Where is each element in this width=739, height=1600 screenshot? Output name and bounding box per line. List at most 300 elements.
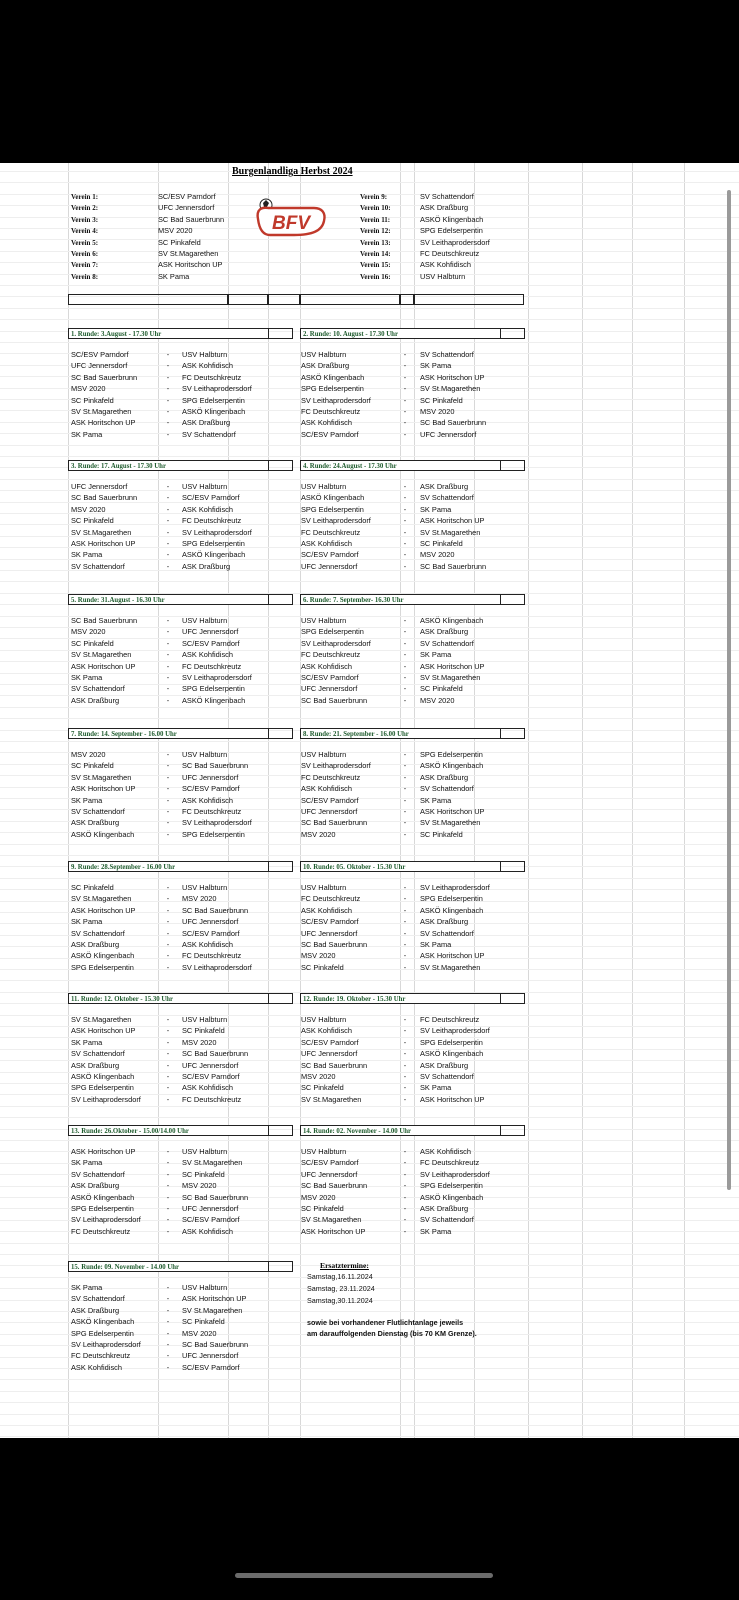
match-separator: -: [166, 638, 170, 648]
home-team: SC Pinkafeld: [71, 638, 114, 648]
grid-row-line: [0, 1243, 739, 1244]
grid-row-line: [0, 308, 739, 309]
home-team: SC Bad Sauerbrunn: [301, 695, 368, 705]
home-team: FC Deutschkreutz: [301, 650, 361, 660]
home-team: SV Schattendorf: [71, 1294, 125, 1304]
match-separator: -: [166, 1169, 170, 1179]
away-team: ASK Draßburg: [420, 482, 469, 491]
round-header: 6. Runde: 7. September- 16.30 Uhr: [300, 594, 501, 605]
round-header: 13. Runde: 26.Oktober - 15.00/14.00 Uhr: [68, 1125, 269, 1136]
round-header-box: [268, 594, 293, 605]
ersatz-date-1: Samstag,16.11.2024: [307, 1272, 373, 1281]
home-team: SK Pama: [71, 795, 103, 805]
club-number-label: Verein 9:: [360, 193, 388, 201]
home-team: SV St.Magarethen: [301, 1094, 362, 1104]
home-team: SPG Edelserpentin: [71, 1328, 134, 1338]
home-team: SPG Edelserpentin: [71, 962, 134, 972]
round-header-box: [500, 594, 525, 605]
away-team: FC Deutschkreutz: [182, 661, 242, 671]
match-separator: -: [403, 418, 407, 428]
home-team: SV Leithaprodersdorf: [301, 395, 371, 405]
away-team: SV St.Magarethen: [420, 962, 481, 972]
match-separator: -: [403, 372, 407, 382]
home-team: UFC Jennersdorf: [301, 684, 358, 694]
match-separator: -: [403, 395, 407, 405]
home-team: ASK Draßburg: [71, 940, 120, 949]
away-team: ASK Horitschon UP: [420, 807, 485, 816]
round-header: 3. Runde: 17. August - 17.30 Uhr: [68, 460, 269, 471]
home-team: SK Pama: [71, 673, 103, 682]
away-team: UFC Jennersdorf: [182, 627, 239, 637]
home-team: ASK Horitschon UP: [71, 661, 136, 671]
away-team: ASK Kohfidisch: [182, 1226, 233, 1236]
match-separator: -: [403, 407, 407, 416]
home-team: ASKÖ Klingenbach: [71, 951, 135, 961]
home-team: FC Deutschkreutz: [301, 894, 361, 904]
club-number-label: Verein 14:: [360, 250, 391, 258]
away-team: USV Halbturn: [182, 1147, 228, 1156]
round-header-box: [500, 728, 525, 739]
away-team: USV Halbturn: [182, 750, 228, 759]
floodlight-note-line2: am darauffolgenden Dienstag (bis 70 KM Grenze).: [307, 1329, 477, 1338]
round-header-box: [268, 993, 293, 1004]
home-team: SV Schattendorf: [71, 1169, 125, 1179]
grid-row-line: [0, 707, 739, 708]
home-team: ASK Draßburg: [71, 1181, 120, 1191]
home-team: SK Pama: [71, 550, 103, 560]
round-header-box: [268, 460, 293, 471]
away-team: ASK Horitschon UP: [420, 516, 485, 526]
away-team: FC Deutschkreutz: [420, 1015, 480, 1024]
home-team: SC/ESV Parndorf: [301, 429, 359, 439]
away-team: SC Bad Sauerbrunn: [182, 1049, 249, 1059]
club-name: SV St.Magarethen: [158, 249, 219, 258]
away-team: SPG Edelserpentin: [420, 1037, 483, 1047]
match-separator: -: [166, 418, 170, 428]
away-team: SV St.Magarethen: [182, 1158, 243, 1168]
home-team: SV Leithaprodersdorf: [301, 761, 371, 771]
club-number-label: Verein 12:: [360, 227, 391, 236]
match-separator: -: [166, 1181, 170, 1191]
away-team: SC/ESV Parndorf: [182, 1215, 240, 1225]
away-team: SC Bad Sauerbrunn: [420, 561, 487, 571]
ersatz-date-3: Samstag,30.11.2024: [307, 1296, 373, 1305]
scrollbar[interactable]: [727, 190, 731, 1190]
away-team: SV Leithaprodersdorf: [420, 1169, 490, 1179]
match-separator: -: [403, 883, 407, 892]
match-separator: -: [166, 384, 170, 394]
match-separator: -: [166, 650, 170, 660]
home-team: SV St.Magarethen: [71, 407, 132, 416]
home-team: SV St.Magarethen: [71, 894, 132, 904]
grid-row-line: [0, 878, 739, 879]
match-separator: -: [403, 350, 407, 359]
home-team: SC Pinkafeld: [71, 761, 114, 771]
club-number-label: Verein 8:: [71, 272, 99, 281]
match-separator: -: [403, 650, 407, 660]
home-team: SK Pama: [71, 1283, 103, 1292]
home-team: UFC Jennersdorf: [71, 361, 128, 371]
away-team: ASKÖ Klingenbach: [420, 1049, 484, 1059]
away-team: SK Pama: [420, 1226, 452, 1236]
home-team: SV Leithaprodersdorf: [301, 516, 371, 526]
grid-row-line: [0, 342, 739, 343]
home-team: MSV 2020: [301, 1192, 336, 1202]
match-separator: -: [403, 493, 407, 503]
round-header: 5. Runde: 31.August - 16.30 Uhr: [68, 594, 269, 605]
away-team: ASK Horitschon UP: [420, 661, 485, 671]
home-team: SC Pinkafeld: [71, 883, 114, 892]
empty-box: [68, 294, 228, 305]
match-separator: -: [403, 750, 407, 759]
match-separator: -: [403, 616, 407, 625]
grid-row-line: [0, 1436, 739, 1437]
home-team: SC Pinkafeld: [301, 1204, 344, 1213]
match-separator: -: [166, 661, 170, 671]
grid-row-line: [0, 456, 739, 457]
match-separator: -: [403, 1226, 407, 1236]
home-team: ASK Kohfidisch: [71, 1362, 122, 1372]
match-separator: -: [166, 951, 170, 961]
club-name: SK Pama: [158, 271, 190, 281]
away-team: FC Deutschkreutz: [182, 1094, 242, 1104]
away-team: SK Pama: [420, 650, 452, 660]
club-number-label: Verein 15:: [360, 261, 391, 270]
match-separator: -: [403, 504, 407, 514]
match-separator: -: [166, 1317, 170, 1327]
home-team: SC/ESV Parndorf: [301, 1158, 359, 1168]
match-separator: -: [166, 1060, 170, 1070]
away-team: SV Schattendorf: [420, 928, 474, 938]
away-team: ASK Draßburg: [182, 561, 231, 571]
home-team: SC Bad Sauerbrunn: [71, 493, 138, 503]
away-team: ASK Horitschon UP: [182, 1294, 247, 1304]
match-separator: -: [403, 1037, 407, 1047]
match-separator: -: [166, 1283, 170, 1292]
match-separator: -: [403, 1049, 407, 1059]
away-team: SC/ESV Parndorf: [182, 928, 240, 938]
away-team: SV Schattendorf: [420, 638, 474, 648]
home-team: FC Deutschkreutz: [301, 407, 361, 416]
away-team: MSV 2020: [182, 1181, 217, 1191]
club-number-label: Verein 10:: [360, 204, 391, 213]
home-team: USV Halbturn: [301, 482, 347, 491]
match-separator: -: [403, 795, 407, 805]
match-separator: -: [166, 940, 170, 949]
match-separator: -: [166, 493, 170, 503]
away-team: SV Schattendorf: [420, 350, 474, 359]
home-team: USV Halbturn: [301, 883, 347, 892]
match-separator: -: [166, 673, 170, 682]
match-separator: -: [403, 807, 407, 816]
home-team: SPG Edelserpentin: [71, 1204, 134, 1213]
away-team: ASK Draßburg: [420, 1204, 469, 1213]
away-team: SV Leithaprodersdorf: [182, 384, 252, 394]
empty-box: [228, 294, 268, 305]
home-team: USV Halbturn: [301, 350, 347, 359]
away-team: MSV 2020: [182, 1328, 217, 1338]
match-separator: -: [166, 829, 170, 839]
away-team: ASK Kohfidisch: [420, 1147, 471, 1156]
match-separator: -: [166, 350, 170, 359]
home-team: MSV 2020: [71, 384, 106, 394]
away-team: SC Bad Sauerbrunn: [182, 761, 249, 771]
match-separator: -: [166, 1083, 170, 1093]
round-header-box: [500, 993, 525, 1004]
home-team: ASKÖ Klingenbach: [301, 372, 365, 382]
match-separator: -: [403, 527, 407, 537]
club-name: ASK Draßburg: [420, 203, 469, 213]
home-team: SV St.Magarethen: [301, 1215, 362, 1225]
club-number-label: Verein 6:: [71, 250, 99, 258]
away-team: SPG Edelserpentin: [182, 684, 245, 694]
match-separator: -: [166, 1215, 170, 1225]
match-separator: -: [403, 429, 407, 439]
away-team: UFC Jennersdorf: [182, 1351, 239, 1361]
match-separator: -: [166, 407, 170, 416]
away-team: USV Halbturn: [182, 1283, 228, 1292]
match-separator: -: [166, 527, 170, 537]
match-separator: -: [403, 951, 407, 961]
match-separator: -: [403, 695, 407, 705]
round-header-box: [268, 328, 293, 339]
match-separator: -: [166, 372, 170, 382]
home-team: SC/ESV Parndorf: [301, 1037, 359, 1047]
away-team: SPG Edelserpentin: [182, 539, 245, 548]
home-team: SPG Edelserpentin: [71, 1083, 134, 1093]
round-header-box: [268, 1261, 293, 1272]
home-team: SV Leithaprodersdorf: [71, 1215, 141, 1225]
round-header: 9. Runde: 28.September - 16.00 Uhr: [68, 861, 269, 872]
away-team: SC/ESV Parndorf: [182, 1072, 240, 1081]
home-team: UFC Jennersdorf: [301, 1049, 358, 1059]
home-team: SV St.Magarethen: [71, 1015, 132, 1024]
home-team: ASK Horitschon UP: [301, 1226, 366, 1236]
grid-row-line: [0, 741, 739, 742]
home-team: ASK Horitschon UP: [71, 784, 136, 794]
match-separator: -: [166, 1037, 170, 1047]
home-team: SV Schattendorf: [71, 1049, 125, 1059]
grid-row-line: [0, 581, 739, 582]
home-team: ASKÖ Klingenbach: [71, 1317, 135, 1327]
away-team: FC Deutschkreutz: [420, 1158, 480, 1168]
club-number-label: Verein 16:: [360, 272, 391, 281]
away-team: USV Halbturn: [182, 616, 228, 625]
grid-row-line: [0, 1379, 739, 1380]
home-team: ASK Draßburg: [71, 818, 120, 828]
away-team: ASKÖ Klingenbach: [420, 616, 484, 625]
away-team: SC Pinkafeld: [182, 1317, 225, 1327]
club-number-label: Verein 13:: [360, 238, 391, 247]
away-team: ASKÖ Klingenbach: [420, 1192, 484, 1202]
away-team: SK Pama: [420, 795, 452, 805]
home-team: MSV 2020: [71, 627, 106, 637]
away-team: UFC Jennersdorf: [182, 917, 239, 927]
home-team: SC/ESV Parndorf: [301, 795, 359, 805]
match-separator: -: [403, 1147, 407, 1156]
away-team: SC/ESV Parndorf: [182, 1362, 240, 1372]
round-header: 14. Runde: 02. November - 14.00 Uhr: [300, 1125, 501, 1136]
away-team: MSV 2020: [420, 695, 455, 705]
away-team: FC Deutschkreutz: [182, 807, 242, 816]
match-separator: -: [166, 1147, 170, 1156]
home-team: SV Schattendorf: [71, 928, 125, 938]
away-team: MSV 2020: [182, 1037, 217, 1047]
club-number-label: Verein 5:: [71, 238, 99, 247]
match-separator: -: [166, 1158, 170, 1168]
round-header: 12. Runde: 19. Oktober - 15.30 Uhr: [300, 993, 501, 1004]
floodlight-note-line1: sowie bei vorhandener Flutlichtanlage jeweils: [307, 1318, 464, 1327]
club-name: SC Pinkafeld: [158, 237, 201, 247]
away-team: SV Leithaprodersdorf: [182, 527, 252, 537]
grid-row-line: [0, 319, 739, 320]
match-separator: -: [403, 894, 407, 904]
match-separator: -: [166, 928, 170, 938]
empty-box: [268, 294, 300, 305]
home-team: SC Bad Sauerbrunn: [301, 1181, 368, 1191]
home-team: ASKÖ Klingenbach: [301, 493, 365, 503]
empty-box: [400, 294, 414, 305]
match-separator: -: [403, 1215, 407, 1225]
away-team: FC Deutschkreutz: [182, 372, 242, 382]
club-name: MSV 2020: [158, 226, 193, 236]
home-team: SC/ESV Parndorf: [71, 350, 129, 359]
away-team: SK Pama: [420, 940, 452, 949]
home-team: SV Leithaprodersdorf: [71, 1340, 141, 1349]
match-separator: -: [166, 818, 170, 828]
grid-row-line: [0, 1163, 739, 1164]
match-separator: -: [166, 627, 170, 637]
match-separator: -: [166, 1340, 170, 1349]
home-team: SC Bad Sauerbrunn: [71, 372, 138, 382]
away-team: SC Pinkafeld: [420, 539, 463, 548]
club-name: UFC Jennersdorf: [158, 203, 215, 213]
away-team: ASK Horitschon UP: [420, 372, 485, 382]
away-team: ASK Kohfidisch: [182, 504, 233, 514]
match-separator: -: [403, 361, 407, 371]
away-team: SV St.Magarethen: [420, 527, 481, 537]
home-team: SC/ESV Parndorf: [301, 550, 359, 560]
grid-row-line: [0, 445, 739, 446]
home-team: ASK Kohfidisch: [301, 905, 352, 915]
home-team: SPG Edelserpentin: [301, 627, 364, 637]
away-team: SC/ESV Parndorf: [182, 493, 240, 503]
away-team: FC Deutschkreutz: [182, 516, 242, 526]
match-separator: -: [403, 673, 407, 682]
home-indicator[interactable]: [235, 1573, 493, 1578]
match-separator: -: [166, 504, 170, 514]
away-team: SV St.Magarethen: [420, 818, 481, 828]
club-name: ASKÖ Klingenbach: [420, 214, 484, 224]
match-separator: -: [403, 550, 407, 560]
home-team: UFC Jennersdorf: [301, 1169, 358, 1179]
match-separator: -: [166, 1049, 170, 1059]
grid-row-line: [0, 479, 739, 480]
match-separator: -: [166, 1226, 170, 1236]
grid-row-line: [0, 1140, 739, 1141]
match-separator: -: [166, 1072, 170, 1081]
club-number-label: Verein 2:: [71, 204, 99, 213]
away-team: SV St.Magarethen: [420, 673, 481, 682]
match-separator: -: [166, 905, 170, 915]
home-team: ASK Kohfidisch: [301, 661, 352, 671]
grid-row-line: [0, 673, 739, 674]
grid-row-line: [0, 627, 739, 628]
grid-row-line: [0, 1254, 739, 1255]
match-separator: -: [166, 761, 170, 771]
home-team: SC/ESV Parndorf: [301, 917, 359, 927]
grid-row-line: [0, 513, 739, 514]
match-separator: -: [403, 516, 407, 526]
away-team: UFC Jennersdorf: [420, 429, 477, 439]
match-separator: -: [403, 940, 407, 949]
away-team: SC Bad Sauerbrunn: [182, 905, 249, 915]
home-team: SC Pinkafeld: [301, 962, 344, 972]
club-name: SPG Edelserpentin: [420, 226, 483, 236]
home-team: MSV 2020: [301, 951, 336, 961]
away-team: MSV 2020: [182, 894, 217, 904]
match-separator: -: [403, 539, 407, 548]
away-team: SC Pinkafeld: [420, 684, 463, 694]
club-name: SC/ESV Parndorf: [158, 192, 216, 201]
home-team: SK Pama: [71, 1037, 103, 1047]
home-team: ASK Draßburg: [71, 1305, 120, 1315]
club-number-label: Verein 1:: [71, 193, 99, 201]
away-team: SV Schattendorf: [420, 784, 474, 794]
round-header: 8. Runde: 21. September - 16.00 Uhr: [300, 728, 501, 739]
away-team: SC/ESV Parndorf: [182, 638, 240, 648]
match-separator: -: [166, 482, 170, 491]
round-header: 1. Runde: 3.August - 17.30 Uhr: [68, 328, 269, 339]
match-separator: -: [403, 1015, 407, 1024]
club-number-label: Verein 11:: [360, 215, 391, 224]
round-header-box: [500, 460, 525, 471]
home-team: SPG Edelserpentin: [301, 504, 364, 514]
away-team: SV St.Magarethen: [420, 384, 481, 394]
away-team: SC Pinkafeld: [420, 829, 463, 839]
grid-row-line: [0, 559, 739, 560]
ersatz-date-2: Samstag, 23.11.2024: [307, 1284, 375, 1293]
match-separator: -: [166, 795, 170, 805]
match-separator: -: [403, 627, 407, 637]
club-number-label: Verein 7:: [71, 261, 99, 270]
away-team: MSV 2020: [420, 407, 455, 416]
away-team: UFC Jennersdorf: [182, 1060, 239, 1070]
away-team: SC Pinkafeld: [420, 395, 463, 405]
home-team: ASKÖ Klingenbach: [71, 1192, 135, 1202]
round-header: 11. Runde: 12. Oktober - 15.30 Uhr: [68, 993, 269, 1004]
grid-row-line: [0, 1037, 739, 1038]
match-separator: -: [166, 616, 170, 625]
grid-row-line: [0, 752, 739, 753]
svg-text:BFV: BFV: [272, 213, 310, 234]
grid-row-line: [0, 433, 739, 434]
away-team: SK Pama: [420, 361, 452, 371]
grid-row-line: [0, 182, 739, 183]
page-title: Burgenlandliga Herbst 2024: [232, 166, 353, 177]
match-separator: -: [166, 750, 170, 759]
round-header-box: [268, 861, 293, 872]
home-team: ASK Horitschon UP: [71, 1147, 136, 1156]
home-team: SC Pinkafeld: [71, 516, 114, 526]
home-team: ASK Horitschon UP: [71, 1026, 136, 1036]
match-separator: -: [166, 1015, 170, 1024]
match-separator: -: [166, 1305, 170, 1315]
away-team: SC Pinkafeld: [182, 1169, 225, 1179]
home-team: ASK Horitschon UP: [71, 539, 136, 548]
away-team: UFC Jennersdorf: [182, 1204, 239, 1213]
club-name: ASK Horitschon UP: [158, 260, 223, 270]
